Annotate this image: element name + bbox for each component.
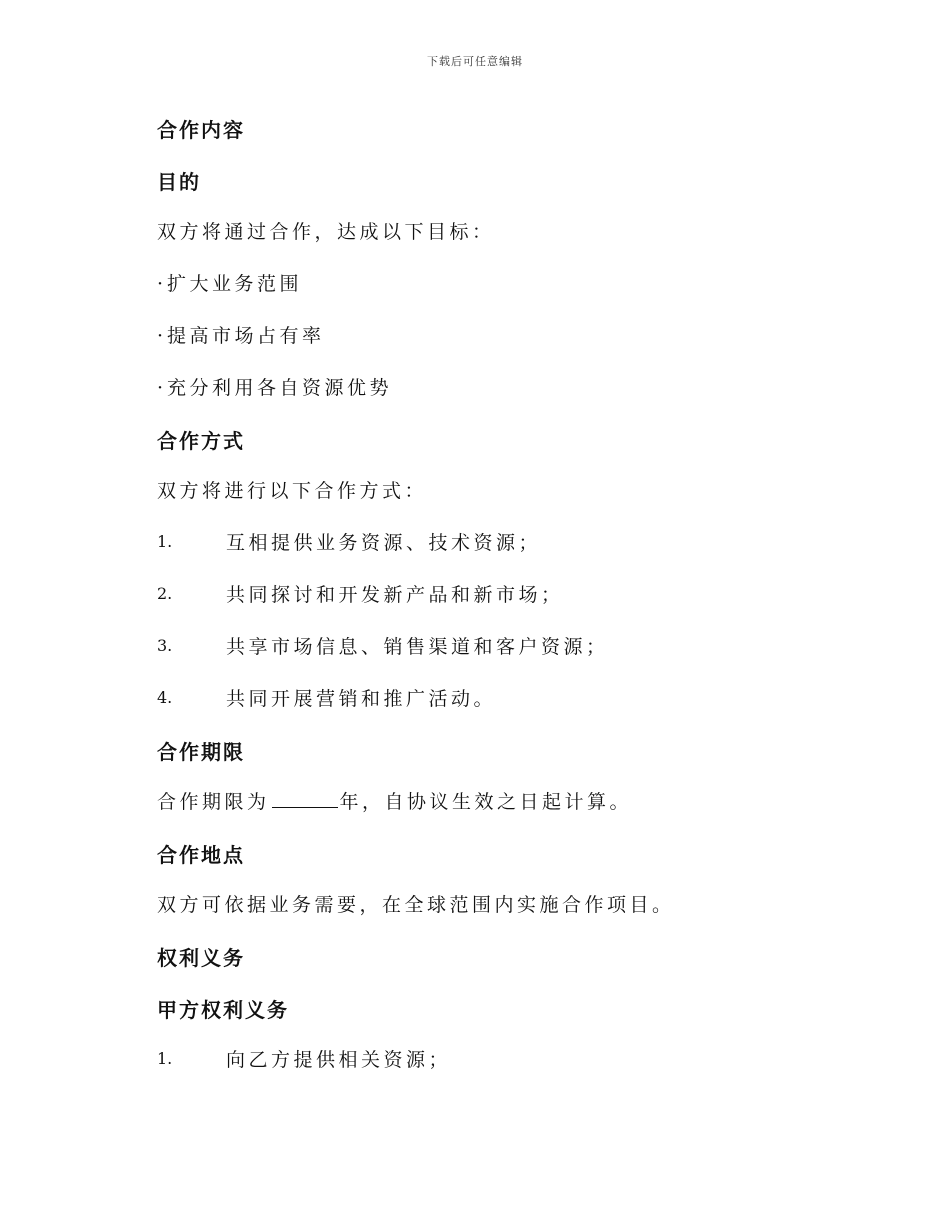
purpose-bullet [157,321,325,348]
method-item-text: 共同开展营销和推广活动。 [226,688,497,710]
term-text-before: 合作期限为 [157,791,270,813]
heading-term: 合作期限 [157,740,245,764]
bullet-dot: · [157,325,164,347]
purpose-intro: 双方将通过合作，达成以下目标： [157,221,495,243]
purpose-bullet [157,373,392,400]
rights-item-number: 1. [157,1049,173,1068]
method-item-number: 1. [157,532,173,551]
method-item-number: 2. [157,584,173,603]
heading-location: 合作地点 [157,843,245,867]
heading-party-a-rights: 甲方权利义务 [157,998,289,1022]
bullet-text: 扩大业务范围 [167,273,303,295]
term-text [157,787,632,814]
location-text: 双方可依据业务需要，在全球范围内实施合作项目。 [157,894,675,916]
method-item-number: 3. [157,636,173,655]
bullet-text: 充分利用各自资源优势 [167,377,393,399]
section-title-cooperation-content: 合作内容 [157,118,245,142]
method-item-number: 4. [157,688,173,707]
method-item-text: 共同探讨和开发新产品和新市场； [226,584,564,606]
page-header-note: 下载后可任意编辑 [427,55,523,68]
bullet-text: 提高市场占有率 [167,325,325,347]
heading-method: 合作方式 [157,429,245,453]
term-text-after: 年，自协议生效之日起计算。 [339,791,633,813]
bullet-dot: · [157,273,164,295]
heading-rights: 权利义务 [157,946,245,970]
method-item-text: 共享市场信息、销售渠道和客户资源； [226,636,609,658]
bullet-dot: · [157,377,164,399]
term-years-blank [272,791,338,808]
purpose-bullet [157,269,302,296]
heading-purpose: 目的 [157,170,201,194]
method-intro: 双方将进行以下合作方式： [157,480,428,502]
method-item-text: 互相提供业务资源、技术资源； [226,532,542,554]
rights-item-text: 向乙方提供相关资源； [226,1049,452,1071]
